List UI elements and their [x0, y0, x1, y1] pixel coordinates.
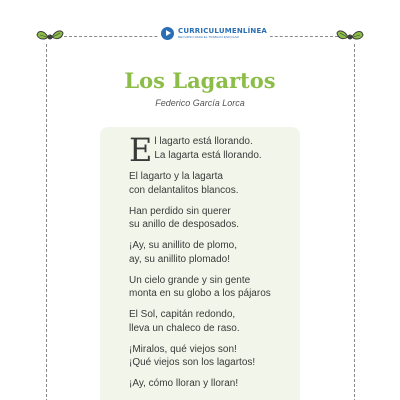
- poem-line: El lagarto y la lagarta: [129, 171, 223, 182]
- poem-line: Han perdido sin querer: [129, 205, 231, 217]
- poem-line: ¡Ay, su anillito de plomo,: [129, 240, 238, 251]
- poem-line: El Sol, capitán redondo,: [129, 309, 236, 320]
- poem-stanza: [129, 131, 297, 169]
- poem-body: [129, 131, 297, 398]
- poem-line: ¡Qué viejos son los lagartos!: [129, 357, 256, 368]
- poem-line: lleva un chaleco de raso.: [129, 322, 240, 334]
- leaf-ornament-icon: [36, 24, 64, 46]
- brand-logo[interactable]: [158, 24, 270, 42]
- poem-line: ¡Miralos, qué viejos son!: [129, 343, 237, 355]
- leaf-ornament-icon: [336, 24, 364, 46]
- play-circle-icon: [161, 27, 174, 40]
- poem-line: Un cielo grande y sin gente: [129, 274, 251, 286]
- poem-line: ¡Ay, cómo lloran y lloran!: [129, 378, 239, 389]
- poem-stanza: [129, 239, 297, 266]
- drop-cap: E: [129, 131, 153, 169]
- poem-stanza: [129, 343, 297, 370]
- poem-line: La lagarta está llorando.: [154, 149, 262, 161]
- poem-stanza: [129, 170, 297, 197]
- poem-line: su anillo de desposados.: [129, 219, 240, 230]
- brand-text: [178, 28, 267, 39]
- poem-title: Los Lagartos: [124, 68, 276, 93]
- brand-name: CURRICULUMENLÍNEA: [178, 26, 268, 35]
- poem-stanza: [129, 205, 297, 232]
- poem-stanza: [129, 377, 297, 391]
- poem-line: ay, su anillito plomado!: [129, 253, 230, 265]
- poem-line: monta en su globo a los pájaros: [129, 288, 271, 299]
- poem-line: con delantalitos blancos.: [129, 184, 239, 196]
- poem-stanza: [129, 274, 297, 301]
- poem-author: Federico García Lorca: [155, 98, 245, 108]
- brand-tagline: RECURSO PARA EL TRABAJO ESCOLAR: [178, 34, 239, 39]
- poem-stanza: [129, 308, 297, 335]
- poem-line: l lagarto está llorando.: [154, 136, 253, 147]
